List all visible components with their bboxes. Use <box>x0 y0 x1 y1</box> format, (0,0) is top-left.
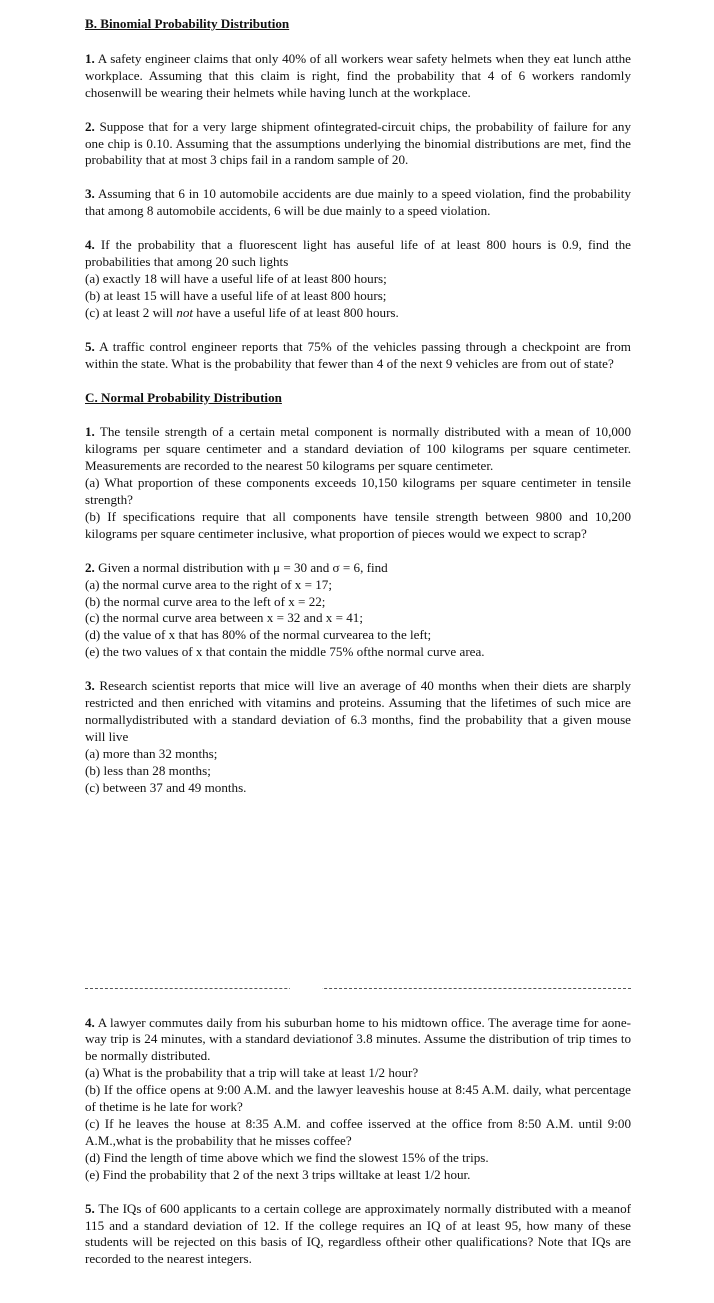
problem-c3 <box>85 678 631 746</box>
problem-number: 3. <box>85 678 95 694</box>
problem-part: (c) at least 2 will not have a useful life of at least 800 hours. <box>85 304 399 320</box>
problem-number: 1. <box>85 50 95 66</box>
blank-area <box>85 797 631 988</box>
problem-part: (e) Find the probability that 2 of the next 3 trips willtake at least 1/2 hour. <box>85 1166 471 1182</box>
problem-b4 <box>85 237 631 271</box>
problem-text: Assuming that 6 in 10 automobile accidents are due mainly to a speed violation, find the probability that among 8 automobile accidents, 6 will be due mainly to a speed violation. <box>85 186 631 219</box>
problem-part: (a) What proportion of these components exceeds 10,150 kilograms per square centimeter in tensile strength? <box>85 475 631 508</box>
problem-part: (a) exactly 18 will have a useful life of at least 800 hours; <box>85 270 387 286</box>
section-heading-normal: C. Normal Probability Distribution <box>85 389 282 405</box>
problem-part: (b) If specifications require that all components have tensile strength between 9800 and 10,200 kilograms per square centimeter inclusive, what proportion of pieces would we expect to scrap? <box>85 508 631 541</box>
problem-text: Suppose that for a very large shipment ofintegrated-circuit chips, the probability of failure for any one chip is 0.10. Assuming that the assumptions underlying the binomial distributions are met, find the probability that at most 3 chips fail in a random sample of 20. <box>85 118 631 168</box>
problem-number: 2. <box>85 559 95 575</box>
problem-number: 3. <box>85 186 95 202</box>
problem-text: A traffic control engineer reports that 75% of the vehicles passing through a checkpoint are from within the state. What is the probability that fewer than 4 of the next 9 vehicles are from out of state? <box>85 338 631 371</box>
document-page <box>85 16 631 1268</box>
problem-text: The tensile strength of a certain metal component is normally distributed with a mean of 10,000 kilograms per square centimeter and a standard deviation of 100 kilograms per square centimeter. Measurements are recorded to the nearest 50 kilograms per square centimeter. <box>85 424 631 474</box>
problem-c1 <box>85 424 631 475</box>
problem-number: 5. <box>85 338 95 354</box>
problem-part: (c) between 37 and 49 months. <box>85 779 247 795</box>
problem-part: (c) If he leaves the house at 8:35 A.M. and coffee isserved at the office from 8:50 A.M. until 9:00 A.M.,what is the probability that he misses coffee? <box>85 1115 631 1148</box>
problem-text: A safety engineer claims that only 40% of all workers wear safety helmets when they eat lunch atthe workplace. Assuming that this claim is right, find the probability that 4 of 6 workers randomly chosenwill be wearing their helmets while having lunch at the workplace. <box>85 50 631 100</box>
problem-part: (d) Find the length of time above which we find the slowest 15% of the trips. <box>85 1149 489 1165</box>
problem-number: 2. <box>85 118 95 134</box>
problem-part: (b) at least 15 will have a useful life of at least 800 hours; <box>85 287 387 303</box>
problem-text: Research scientist reports that mice will live an average of 40 months when their diets are sharply restricted and then enriched with vitamins and proteins. Assuming that the lifetimes of such mice are normallydistributed with a standard deviation of 6.3 months, find the probability that a given mouse will live <box>85 678 631 744</box>
problem-number: 4. <box>85 237 95 253</box>
problem-part: (b) the normal curve area to the left of x = 22; <box>85 593 326 609</box>
problem-text: A lawyer commutes daily from his suburban home to his midtown office. The average time for aone-way trip is 24 minutes, with a standard deviationof 3.8 minutes. Assume the distribution of trip times to be normally distributed. <box>85 1014 631 1064</box>
problem-text: If the probability that a fluorescent light has auseful life of at least 800 hours is 0.9, find the probabilities that among 20 such lights <box>85 237 631 270</box>
section-heading-binomial: B. Binomial Probability Distribution <box>85 16 290 31</box>
problem-part: (a) more than 32 months; <box>85 745 218 761</box>
page-break-divider <box>85 988 631 1015</box>
problem-c4 <box>85 1015 631 1066</box>
problem-part: (d) the value of x that has 80% of the normal curvearea to the left; <box>85 627 432 643</box>
problem-text: The IQs of 600 applicants to a certain college are approximately normally distributed with a meanof 115 and a standard deviation of 12. If the college requires an IQ of at least 95, how many of these students will be rejected on this basis of IQ, regardless oftheir other qualifications? Note that IQs are recorded to the nearest integers. <box>85 1200 631 1267</box>
problem-part: (a) the normal curve area to the right of x = 17; <box>85 576 332 592</box>
problem-text: Given a normal distribution with μ = 30 and σ = 6, find <box>98 559 388 575</box>
problem-c5 <box>85 1201 631 1269</box>
problem-number: 5. <box>85 1200 95 1216</box>
problem-b5 <box>85 339 631 373</box>
problem-part: (a) What is the probability that a trip will take at least 1/2 hour? <box>85 1065 419 1081</box>
problem-c2 <box>85 560 631 577</box>
problem-b3 <box>85 186 631 220</box>
problem-part: (b) less than 28 months; <box>85 762 211 778</box>
problem-part: (e) the two values of x that contain the middle 75% ofthe normal curve area. <box>85 644 485 660</box>
problem-part: (c) the normal curve area between x = 32 and x = 41; <box>85 610 363 626</box>
problem-part: (b) If the office opens at 9:00 A.M. and the lawyer leaveshis house at 8:45 A.M. daily, what percentage of thetime is he late for work? <box>85 1082 631 1115</box>
dashed-rule <box>85 988 631 989</box>
problem-number: 1. <box>85 424 95 440</box>
problem-b2 <box>85 119 631 170</box>
problem-number: 4. <box>85 1014 95 1030</box>
problem-b1 <box>85 51 631 102</box>
